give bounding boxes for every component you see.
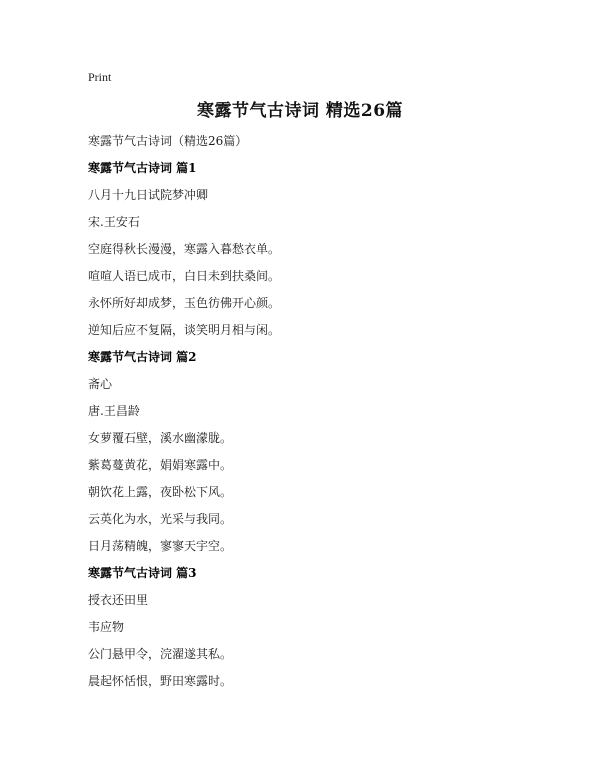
poem-line: 空庭得秋长漫漫，寒露入暮愁衣单。	[88, 242, 281, 256]
poem-line: 晨起怀恬恨，野田寒露时。	[88, 674, 233, 688]
poem-line: 云英化为水，光采与我同。	[88, 512, 233, 526]
document-body	[88, 128, 528, 695]
poem-author: 宋.王安石	[88, 215, 140, 229]
poem-line: 永怀所好却成梦，玉色彷佛开心颜。	[88, 296, 281, 310]
print-label: Print	[88, 70, 112, 84]
poem-line: 紫葛蔓黄花，娟娟寒露中。	[88, 458, 233, 472]
poem-title: 八月十九日试院梦冲卿	[88, 188, 209, 202]
document-subtitle: 寒露节气古诗词（精选26篇）	[88, 134, 248, 148]
section-heading: 寒露节气古诗词 篇1	[88, 161, 197, 175]
poem-author: 唐.王昌龄	[88, 404, 140, 418]
poem-title: 斋心	[88, 377, 113, 391]
poem-line: 女萝覆石壁，溪水幽濛胧。	[88, 431, 233, 445]
poem-author: 韦应物	[88, 620, 125, 634]
poem-title: 授衣还田里	[88, 593, 149, 607]
poem-line: 朝饮花上露，夜卧松下风。	[88, 485, 233, 499]
poem-line: 日月荡精魄，寥寥天宇空。	[88, 539, 233, 553]
section-heading: 寒露节气古诗词 篇2	[88, 350, 197, 364]
poem-line: 公门悬甲令，浣濯遂其私。	[88, 647, 233, 661]
poem-line: 喧喧人语已成市，白日未到扶桑间。	[88, 269, 281, 283]
document-title: 寒露节气古诗词 精选26篇	[196, 101, 404, 121]
section-heading: 寒露节气古诗词 篇3	[88, 566, 197, 580]
poem-line: 逆知后应不复隔，谈笑明月相与闲。	[88, 323, 281, 337]
